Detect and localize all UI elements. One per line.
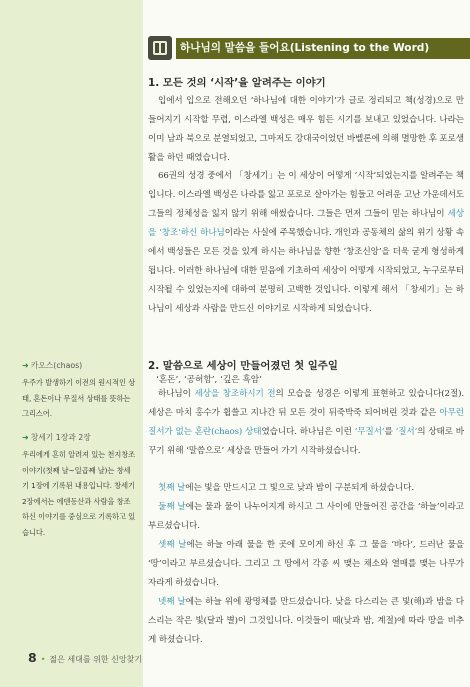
header-title: 하나님의 말씀을 들어요(Listening to the Word) [180, 42, 430, 54]
sidebar-note-genesis [22, 432, 136, 541]
sidebar-note-chaos-body: 우주가 발생하기 이전의 원시적인 상태, 혼돈이나 무질서 상태를 뜻하는 그리스어. [22, 378, 136, 419]
footer-bullet: • [40, 655, 46, 664]
day-1-paragraph: 첫째 날에는 빛을 만드시고 그 빛으로 낮과 밤이 구분되게 하셨습니다. [158, 483, 414, 493]
sidebar-note-chaos [22, 360, 136, 422]
section2-title: 2. 말씀으로 세상이 만들어졌던 첫 일주일 [148, 360, 338, 372]
sidebar-note-genesis-body: 우리에게 흔히 알려져 있는 천지창조 이야기(첫째 날~일곱째 날)는 창세기 1장에 기록된 내용입니다. 창세기 2장에서는 에덴동산과 사람을 창조하신 이야기를 중심으로 기록하고 있습니다. [22, 450, 136, 537]
section1-paragraph-2: 66권의 성경 중에서 「창세기」는 이 세상이 어떻게 ‘시작’되었는지를 알려주는 책입니다. 이스라엘 백성은 나라를 잃고 포로로 살아가는 힘들고 어려운 고난 가운데서도 그들의 정체성을 잃지 않기 위해 애썼습니다. 그들은 먼저 그들이 믿는 하나님이 세상을 ‘창조’하신 하나님이라는 사실에 주목했습니다. 개인과 공동체의 삶의 위기 상황 속에서 백성들은 모든 것을 있게 하시는 하나님을 향한 ‘창조신앙’을 더욱 굳게 형성하게 됩니다. 이러한 하나님에 대한 믿음에 기초하여 세상이 어떻게 시작되었고, 누구로부터 시작될 수 있었는지에 대하여 분명히 고백한 것입니다. 이렇게 해서 「창세기」는 하나님이 세상과 사람을 만드신 이야기로 시작하게 되었습니다. [148, 171, 465, 314]
sidebar-note-genesis-title: 창세기 1장과 2장 [30, 433, 91, 442]
section1-title: 1. 모든 것의 ‘시작’을 알려주는 이야기 [148, 77, 326, 89]
footer-book-title: 젊은 세대를 위한 신앙찾기 [49, 655, 143, 664]
day-3-paragraph: 셋째 날에는 하늘 아래 물을 한 곳에 모이게 하신 후 그 물을 ‘바다’, 드러난 물을 ‘땅’이라고 부르셨습니다. 그리고 그 땅에서 각종 씨 맺는 채소와 열매를 맺는 나무가 자라게 하셨습니다. [148, 540, 464, 588]
section2-paragraph-1: 하나님이 세상을 창조하시기 전의 모습을 성경은 이렇게 표현하고 있습니다(2절). 세상은 마치 홍수가 휩쓸고 지나간 뒤 모든 것이 뒤죽박죽 되어버린 것과 같은 아무런 질서가 없는 혼란(chaos) 상태였습니다. 하나님은 이런 ‘무질서’를 ‘질서’의 상태로 바꾸기 위해 ‘말씀으로’ 세상을 만들어 가기 시작하셨습니다. [148, 389, 464, 456]
arrow-right-icon: ➜ [22, 433, 29, 442]
arrow-right-icon: ➜ [22, 361, 29, 370]
day-2-paragraph: 둘째 날에는 물과 물이 나누어지게 하시고 그 사이에 만들어진 공간을 ‘하늘’이라고 부르셨습니다. [148, 502, 464, 531]
highlight-creator: 세상을 ‘창조’하신 하나님 [148, 209, 464, 238]
section1-paragraph-1: 입에서 입으로 전해오던 ‘하나님에 대한 이야기’가 글로 정리되고 책(성경)으로 만들어지기 시작할 무렵, 이스라엘 백성은 매우 힘든 시기를 보내고 있었습니다. 나라는 이미 남과 북으로 분열되었고, 그마저도 강대국이었던 바벨론에 의해 멸망한 후 포로생활을 하던 때였습니다. [148, 96, 465, 163]
section-header-bar [176, 38, 470, 59]
sidebar-panel [0, 0, 143, 687]
bible-book-icon [148, 36, 172, 60]
page-number: 8 [28, 650, 37, 665]
page-footer [28, 650, 142, 665]
sidebar-note-chaos-title: 카오스(chaos) [30, 361, 83, 370]
chaos-terms: ‘혼돈’, ‘공허함’, ‘깊은 흑암’ [156, 375, 262, 385]
day-4-paragraph: 넷째 날에는 하늘 위에 광명체를 만드셨습니다. 낮을 다스리는 큰 빛(해)과 밤을 다스리는 작은 빛(달과 별)이 그것입니다. 이것들이 때(낮과 밤, 계절)에 따라 땅을 비추게 하셨습니다. [148, 597, 464, 645]
